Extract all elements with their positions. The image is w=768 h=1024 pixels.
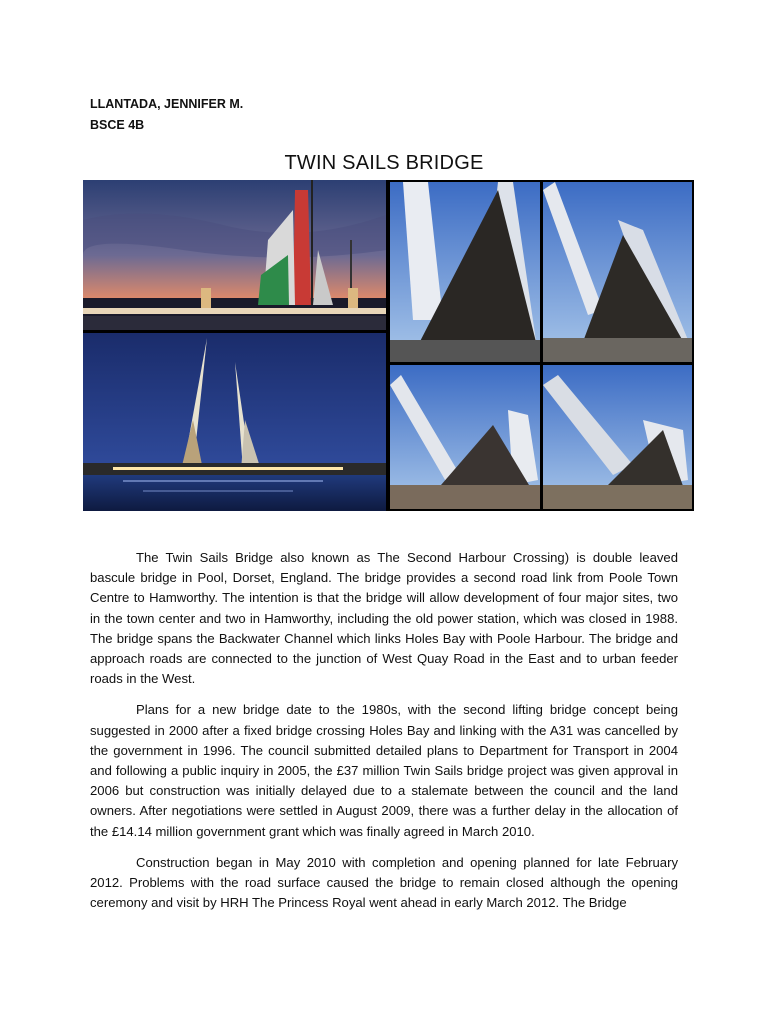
author-name: LLANTADA, JENNIFER M. (90, 97, 244, 111)
paragraph-1: The Twin Sails Bridge also known as The Second Harbour Crossing) is double leaved bascule bridge in Pool, Dorset, England. The bridge provides a second road link from Poole Town Centre to Hamworthy. The intention is that the bridge will allow development of four major sites, two in the town center and two in Hamworthy, including the old power station, which was closed in 1988. The bridge spans the Backwater Channel which links Holes Bay with Poole Harbour. The bridge and approach roads are connected to the junction of West Quay Road in the East and to urban feeder roads in the West. (90, 550, 678, 687)
photo-sail-close-2 (543, 182, 692, 362)
paragraph-2: Plans for a new bridge date to the 1980s, with the second lifting bridge concept being suggested in 2000 after a fixed bridge crossing Holes Bay and linking with the A31 was cancelled by the government in 1996. The council submitted detailed plans to Department for Transport in 2004 and following a public inquiry in 2005, the £37 million Twin Sails bridge project was given approval in 2006 but construction was initially delayed due to a stalemate between the council and the land owners. After negotiations were settled in August 2009, there was a further delay in the allocation of the £14.14 million government grant which was finally agreed in March 2010. (90, 702, 678, 839)
article-body (90, 548, 678, 924)
paragraph-3: Construction began in May 2010 with completion and opening planned for late February 2012. Problems with the road surface caused the bridge to remain closed although the opening ceremony and visit by HRH The Princess Royal went ahead in early March 2012. The Bridge (90, 854, 678, 911)
photo-sail-close-3 (390, 365, 540, 509)
page-title: TWIN SAILS BRIDGE (284, 152, 484, 174)
course-section: BSCE 4B (90, 118, 145, 132)
author-header (90, 94, 243, 136)
bridge-photo-collage (83, 180, 694, 511)
photo-sail-close-1 (390, 182, 540, 362)
photo-sunset-bridge (83, 180, 386, 330)
photo-night-bridge (83, 333, 386, 511)
photo-sail-close-4 (543, 365, 692, 509)
